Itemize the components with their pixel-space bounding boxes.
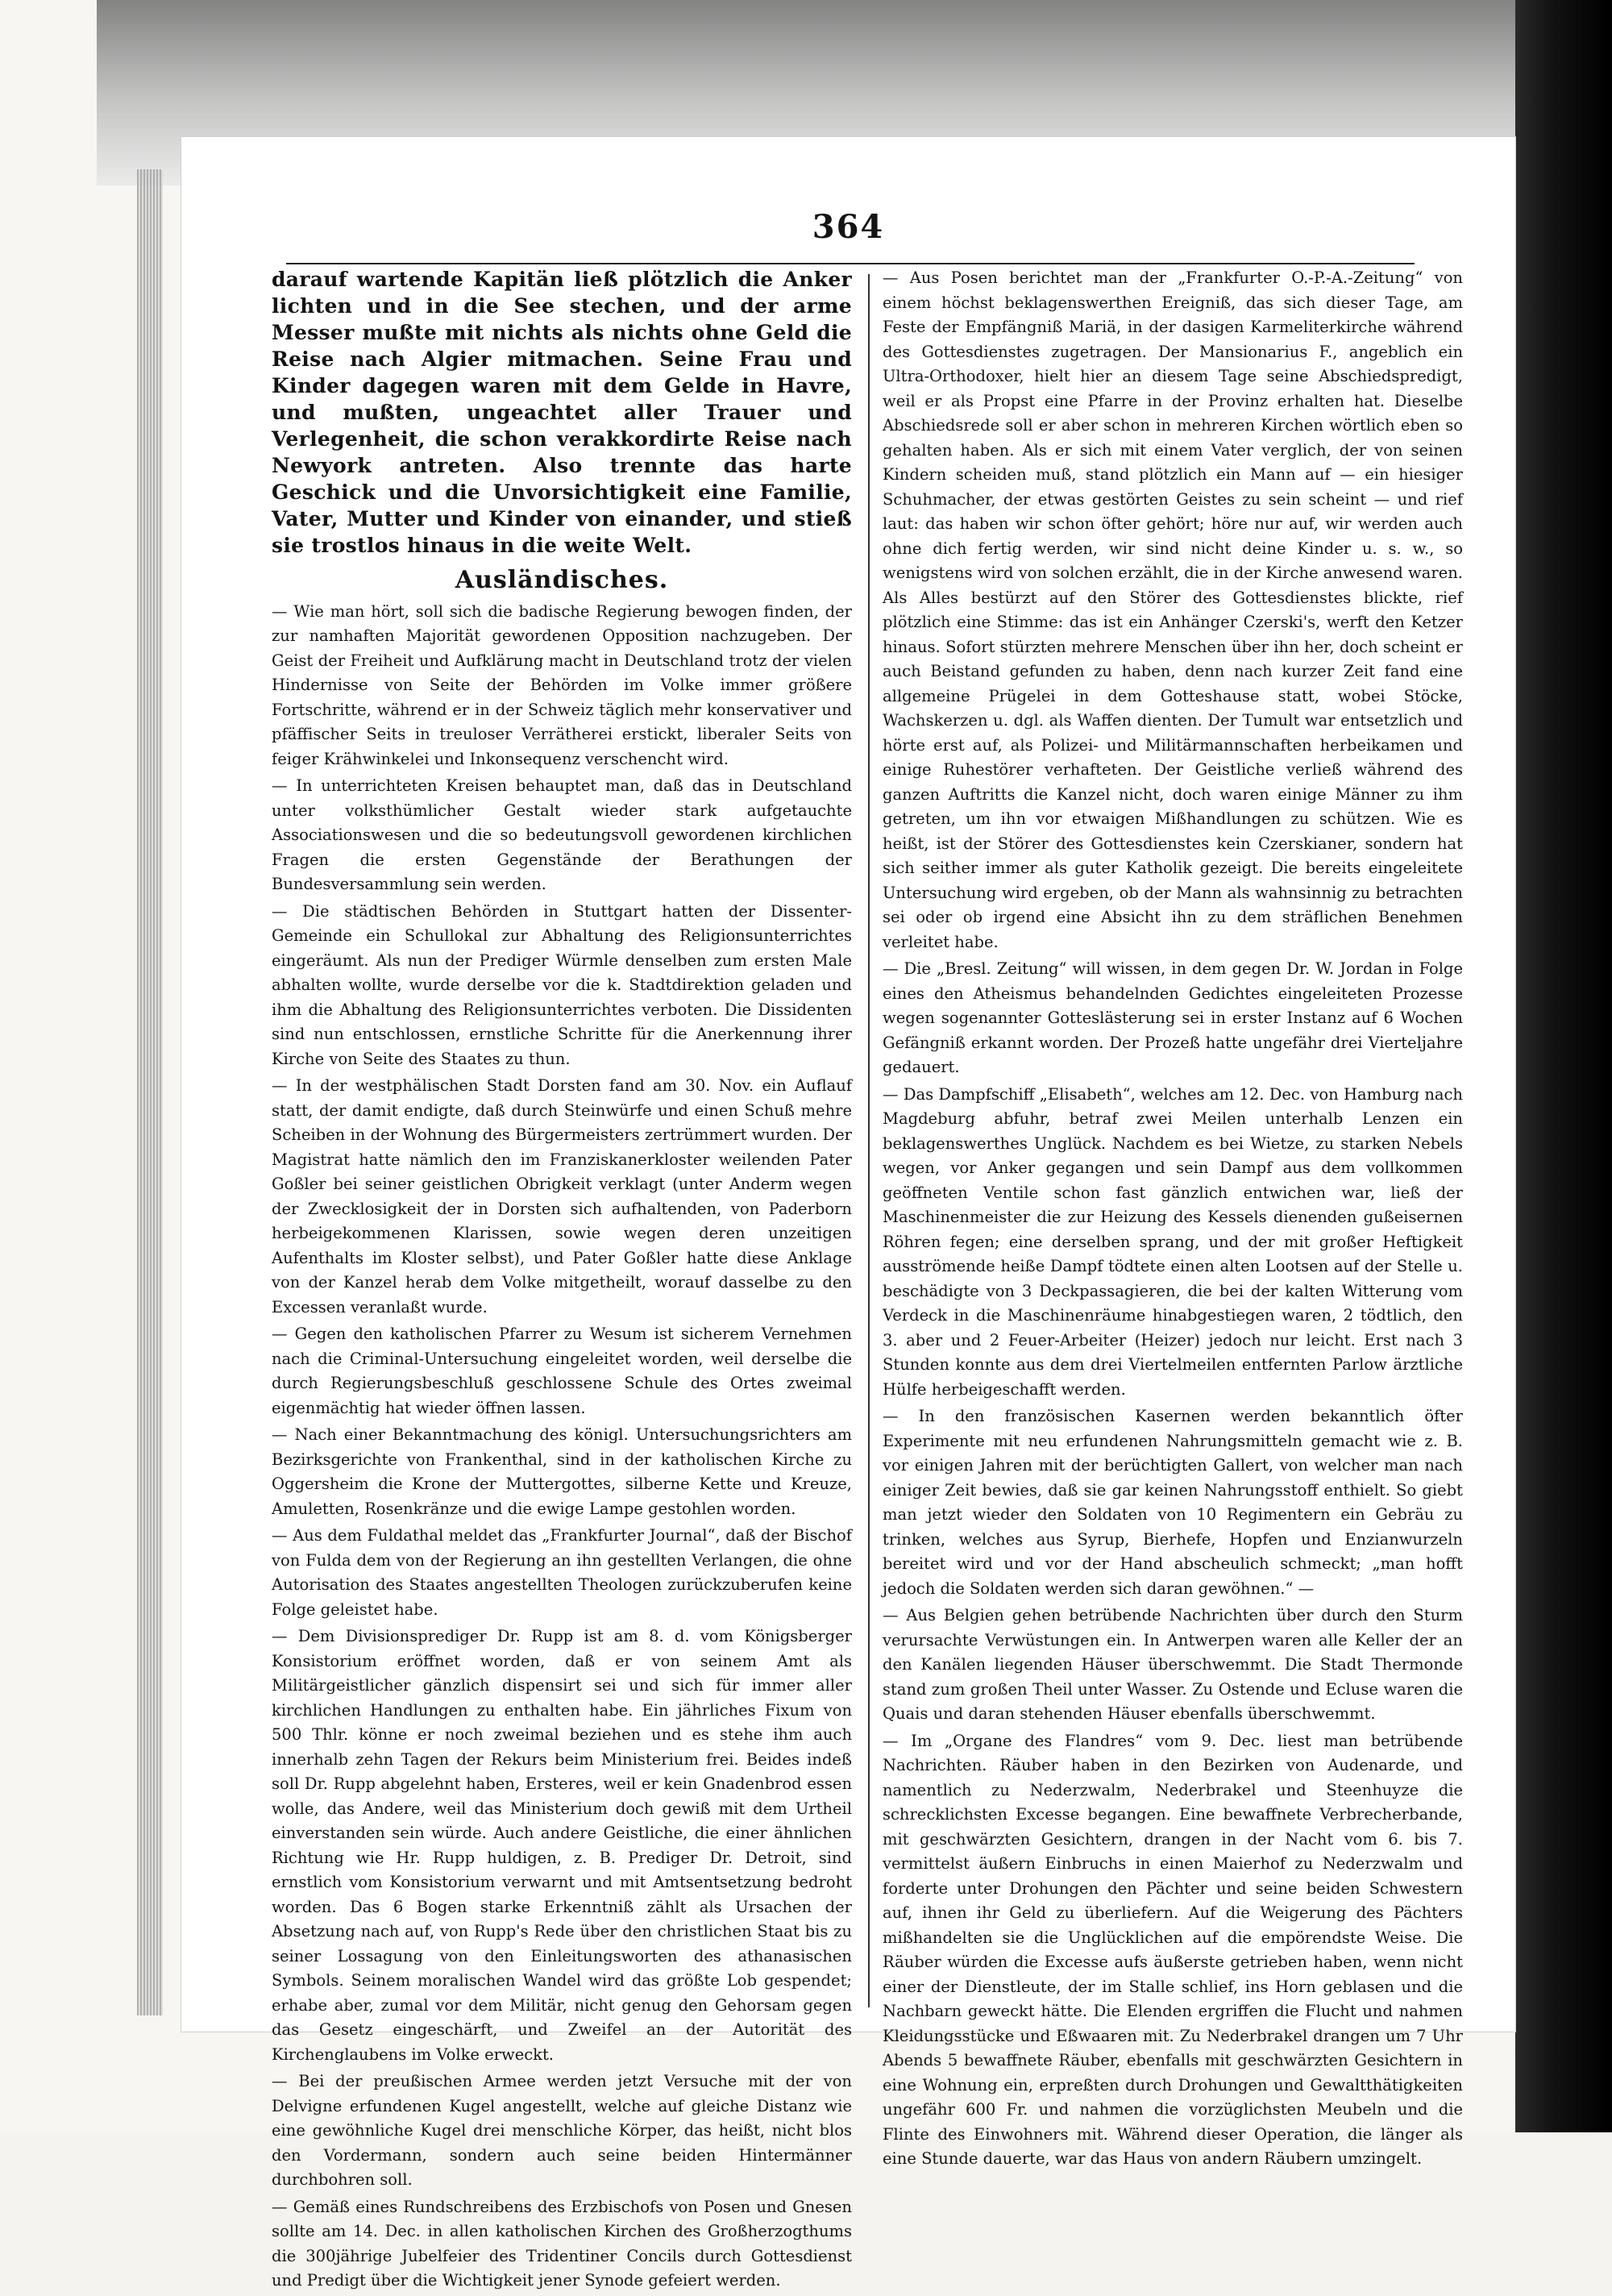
header-rule [286,263,1415,264]
article-paragraph: — Nach einer Bekanntmachung des königl. Untersuchungsrichters am Bezirksgerichte von Frankenthal, sind in der katholischen Kirche zu Oggersheim die Krone der Muttergottes, silberne Kette und Kreuze, Amuletten, Rosenkränze und die ewige Lampe gestohlen worden. [272,1425,852,1518]
article-paragraph: — Aus Posen berichtet man der „Frankfurter O.-P.-A.-Zeitung“ von einem höchst beklagenswerthen Ereigniß, das sich dieser Tage, am Feste der Empfängniß Mariä, in der dasigen Karmeliterkirche während des Gottesdienstes zugetragen. Der Mansionarius F., angeblich ein Ultra-Orthodoxer, hielt hier an diesem Tage seine Abschiedspredigt, weil er als Propst eine Pfarre in der Provinz erhalten hat. Dieselbe Abschiedsrede soll er aber schon in mehreren Kirchen wörtlich eben so gehalten haben. Als er sich mit einem Vater verglich, der von seinen Kindern scheiden muß, stand plötzlich ein Mann auf — ein hiesiger Schuhmacher, der etwas gestörten Geistes zu sein scheint — und rief laut: das haben wir schon öfter gehört; höre nur auf, wir werden auch ohne dich fertig werden, wir sind nicht deine Kinder u. s. w., so wenigstens wird von solchen erzählt, die in der Kirche anwesend waren. Als Alles bestürzt auf den Störer des Gottesdienstes blickte, rief plötzlich eine Stimme: das ist ein Anhänger Czerski's, werft den Ketzer hinaus. Sofort stürzten mehrere Menschen über ihn her, doch scheint er auch Beistand gefunden zu haben, denn nach kurzer Zeit fand eine allgemeine Prügelei in dem Gotteshause statt, wobei Stöcke, Wachskerzen u. dgl. als Waffen dienten. Der Tumult war entsetzlich und hörte erst auf, als Polizei- und Militärmannschaften herbeikamen und einige Ruhestörer verhafteten. Der Geistliche verließ während des ganzen Auftritts die Kanzel nicht, doch waren einige Männer zu ihm getreten, um ihn vor etwaigen Mißhandlungen zu schützen. Wie es heißt, ist der Störer des Gottesdienstes kein Czerskianer, sondern hat sich seither immer als guter Katholik gezeigt. Die bereits eingeleitete Untersuchung wird ergeben, ob der Mann als wahnsinnig zu betrachten sei oder ob irgend eine Absicht ihn zu dem sträflichen Benehmen verleitet habe. [883,268,1463,951]
article-paragraph: — In den französischen Kasernen werden bekanntlich öfter Experimente mit neu erfundenen Nahrungsmitteln gemacht wie z. B. vor einigen Jahren mit der berüchtigten Gallert, von welcher man nach einiger Zeit bewies, daß sie gar keinen Nahrungsstoff enthielt. So giebt man jetzt wieder den Soldaten von 10 Regimentern ein Gebräu zu trinken, welches aus Syrup, Bierhefe, Hopfen und Enzianwurzeln bereitet wird und vor der Hand abscheulich schmeckt; „man hofft jedoch die Soldaten werden sich daran gewöhnen.“ — [883,1407,1463,1598]
article-paragraph: — Die städtischen Behörden in Stuttgart hatten der Dissenter-Gemeinde ein Schullokal zur Abhaltung des Religionsunterrichtes eingeräumt. Als nun der Prediger Würmle denselben zum ersten Male abhalten wollte, wurde derselbe vor die k. Stadtdirektion geladen und ihm die Abhaltung des Religionsunterrichtes verboten. Die Dissidenten sind nun entschlossen, ernstliche Schritte für die Anerkennung ihrer Kirche von Seite des Staates zu thun. [272,901,852,1068]
section-heading: Ausländisches. [455,566,669,594]
book-spine [1515,0,1612,2132]
lead-paragraph: darauf wartende Kapitän ließ plötzlich die Anker lichten und in die See stechen, und der arme Messer mußte mit nichts als nichts ohne Geld die Reise nach Algier mitmachen. Seine Frau und Kinder dagegen waren mit dem Gelde in Havre, und mußten, ungeachtet aller Trauer und Verlegenheit, die schon verakkordirte Reise nach Newyork antreten. Also trennte das harte Geschick und die Unvorsichtigkeit eine Familie, Vater, Mutter und Kinder von einander, und stieß sie trostlos hinaus in die weite Welt. [272,268,852,557]
article-paragraph: — Dem Divisionsprediger Dr. Rupp ist am 8. d. vom Königsberger Konsistorium eröffnet worden, daß er von seinem Amt als Militärgeistlicher gänzlich dispensirt sei und sich für immer aller kirchlichen Handlungen zu enthalten habe. Ein jährliches Fixum von 500 Thlr. könne er noch zweimal beziehen und es stehe ihm auch innerhalb zehn Tagen der Rekurs beim Ministerium frei. Beides indeß soll Dr. Rupp abgelehnt haben, Ersteres, weil er kein Gnadenbrod essen wolle, das Andere, weil das Ministerium doch gewiß mit dem Urtheil einverstanden sein würde. Auch andere Geistliche, die einer ähnlichen Richtung wie Hr. Rupp huldigen, z. B. Prediger Dr. Detroit, sind ernstlich vom Konsistorium verwarnt und mit Amtsentsetzung bedroht worden. Das 6 Bogen starke Erkenntniß zählt als Ursachen der Absetzung nach auf, von Rupp's Rede über den christlichen Staat bis zu seiner Lossagung von den Einleitungsworten des athanasischen Symbols. Seinem moralischen Wandel wird das größte Lob gespendet; erhabe aber, zumal vor dem Militär, nicht genug den Gehorsam gegen das Gesetz eingeschärft, und Zweifel an der Autorität des Kirchenglaubens im Volke erweckt. [272,1627,852,2064]
article-paragraph: — Bei der preußischen Armee werden jetzt Versuche mit der von Delvigne erfundenen Kugel angestellt, welche auf gleiche Distanz wie eine gewöhnliche Kugel drei menschliche Körper, das heißt, nicht blos den Vordermann, sondern auch seine beiden Hintermänner durchbohren soll. [272,2072,852,2189]
article-paragraph: — Wie man hört, soll sich die badische Regierung bewogen finden, der zur namhaften Majorität gewordenen Opposition nachzugeben. Der Geist der Freiheit und Aufklärung macht in Deutschland trotz der vielen Hindernisse von Seite der Behörden im Volke immer größere Fortschritte, während er in der Schweiz täglich mehr konservativer und pfäffischer Seits in treuloser Verrätherei erstickt, liberaler Seits von feiger Krähwinkelei und Inkonsequenz verschencht wird. [272,601,852,768]
article-paragraph: — In der westphälischen Stadt Dorsten fand am 30. Nov. ein Auflauf statt, der damit endigte, daß durch Steinwürfe und einen Schuß mehre Scheiben in der Wohnung des Bürgermeisters zertrümmert wurden. Der Magistrat hatte nämlich den im Franziskanerkloster weilenden Pater Goßler bei seiner geistlichen Obrigkeit verklagt (unter Anderm wegen der Zwecklosigkeit der in Dorsten sich aufhaltenden, von Paderborn herbeigekommenen Klarissen, sowie wegen deren unzeitigen Aufenthalts im Kloster selbst), und Pater Goßler hatte diese Anklage von der Kanzel herab dem Volke mitgetheilt, worauf dasselbe zu den Excessen veranlaßt wurde. [272,1076,852,1316]
article-paragraph: — In unterrichteten Kreisen behauptet man, daß das in Deutschland unter volksthümlicher Gestalt wieder stark aufgetauchte Associationswesen und die so bedeutungsvoll gewordenen kirchlichen Fragen die ersten Gegenstände der Berathungen der Bundesversammlung sein werden. [272,776,852,893]
right-column [883,266,1463,2174]
article-paragraph: — Gemäß eines Rundschreibens des Erzbischofs von Posen und Gnesen sollte am 14. Dec. in allen katholischen Kirchen des Großherzogthums die 300jährige Jubelfeier des Tridentiner Concils durch Gottesdienst und Predigt über die Wichtigkeit jener Synode gefeiert werden. [272,2197,852,2290]
article-paragraph: — Die „Bresl. Zeitung“ will wissen, in dem gegen Dr. W. Jordan in Folge eines den Atheismus behandelnden Gedichtes eingeleiteten Prozesse wegen sogenannter Gotteslästerung sei in erster Instanz auf 6 Wochen Gefängniß erkannt worden. Der Prozeß hatte ungefähr drei Vierteljahre gedauert. [883,959,1463,1076]
book-page-edges [137,169,163,2015]
newspaper-page [181,137,1515,2290]
page-number: 364 [812,208,885,246]
article-paragraph: — Aus Belgien gehen betrübende Nachrichten über durch den Sturm verursachte Verwüstungen ein. In Antwerpen waren alle Keller der an den Kanälen liegenden Häuser überschwemmt. Die Stadt Thermonde stand zum großen Theil unter Wasser. Zu Ostende und Ecluse waren die Quais und daran stehenden Häuser ebenfalls überschwemmt. [883,1606,1463,1723]
article-paragraph: — Aus dem Fuldathal meldet das „Frankfurter Journal“, daß der Bischof von Fulda dem von der Regierung an ihn gestellten Verlangen, die ohne Autorisation des Staates angestellten Theologen zurückzuberufen keine Folge geleistet habe. [272,1526,852,1619]
article-paragraph: — Das Dampfschiff „Elisabeth“, welches am 12. Dec. von Hamburg nach Magdeburg abfuhr, betraf zwei Meilen unterhalb Lenzen ein beklagenswerthes Unglück. Nachdem es bei Wietze, zu starken Nebels wegen, vor Anker gegangen und sein Dampf aus dem vollkommen geöffneten Ventile schon fast gänzlich entwichen war, ließ der Maschinenmeister die zur Heizung des Kessels dienenden gußeisernen Röhren fegen; eine derselben sprang, und der mit großer Heftigkeit ausströmende heiße Dampf tödtete einen alten Lootsen auf der Stelle u. beschädigte von 3 Deckpassagieren, die bei der kalten Witterung vom Verdeck in die Maschinenräume hinabgestiegen waren, 2 tödtlich, den 3. aber und 2 Feuer-Arbeiter (Heizer) jedoch nur leicht. Erst nach 3 Stunden konnte aus dem drei Viertelmeilen entfernten Parlow ärztliche Hülfe herbeigeschafft werden. [883,1084,1463,1399]
left-column [272,266,852,2296]
article-paragraph: — Im „Organe des Flandres“ vom 9. Dec. liest man betrübende Nachrichten. Räuber haben in den Bezirken von Audenarde, und namentlich zu Nederzwalm, Nederbrakel und Steenhuyze die schrecklichsten Excesse begangen. Eine bewaffnete Verbrecherbande, mit geschwärzten Gesichtern, drangen in der Nacht vom 6. bis 7. vermittelst äußern Einbruchs in einen Maierhof zu Nederzwalm und forderte unter Drohungen den Pächter und seine beiden Schwestern auf, ihnen ihr Geld zu überliefern. Auf die Weigerung des Pächters mißhandelten sie die Unglücklichen auf die empörendste Weise. Die Räuber würden die Excesse aufs äußerste getrieben haben, wenn nicht einer der Dienstleute, der im Stalle schlief, ins Horn geblasen und die Nachbarn geweckt hätte. Die Elenden ergriffen die Flucht und nahmen Kleidungsstücke und Eßwaaren mit. Zu Nederbrakel drangen um 7 Uhr Abends 5 bewaffnete Räuber, ebenfalls mit geschwärzten Gesichtern in eine Wohnung ein, erpreßten durch Drohungen und Gewaltthätigkeiten ungefähr 600 Fr. und nahmen die vorzüglichsten Meubeln und die Flinte des Einwohners mit. Während dieser Operation, die länger als eine Stunde dauerte, war das Haus von andern Räubern umzingelt. [883,1731,1463,2168]
column-divider [868,274,870,2007]
article-paragraph: — Gegen den katholischen Pfarrer zu Wesum ist sicherem Vernehmen nach die Criminal-Untersuchung eingeleitet worden, weil derselbe die durch Regierungsbeschluß geschlossene Schule des Ortes zweimal eigenmächtig hat wieder öffnen lassen. [272,1325,852,1417]
